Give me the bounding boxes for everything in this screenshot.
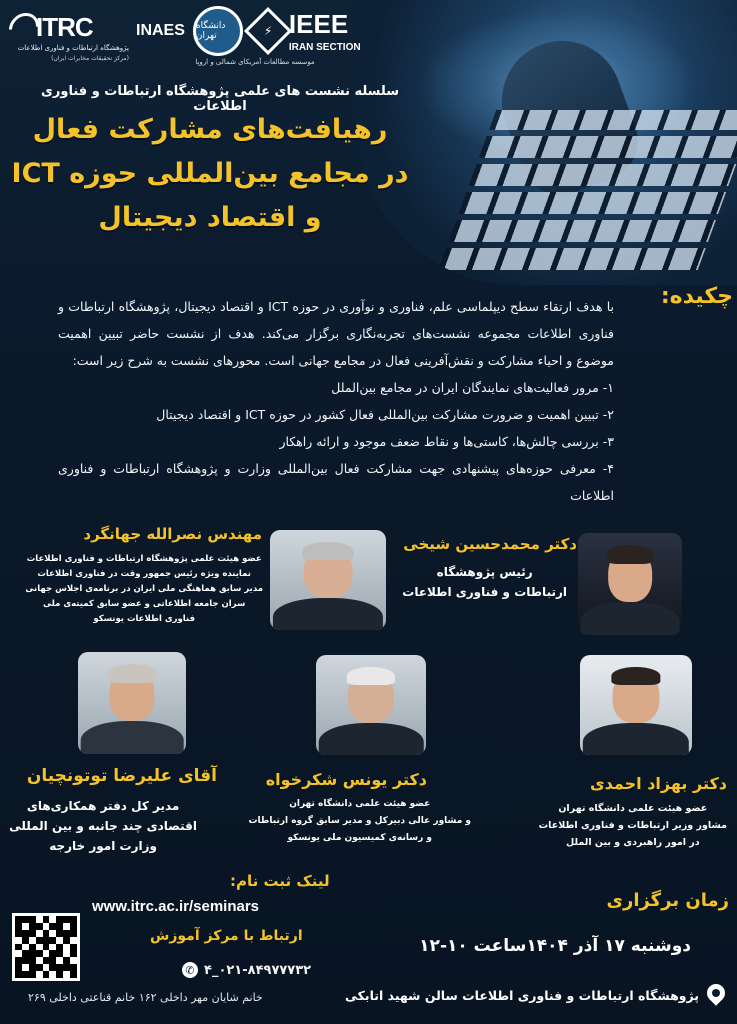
ieee-section-text: IRAN SECTION — [288, 42, 361, 53]
university-of-tehran-logo-text: دانشگاه تهران — [195, 21, 226, 41]
phone-icon: ✆ — [182, 962, 198, 978]
speaker-desc-line: نماینده ویژه رئیس جمهور وقت در فناوری اطلاعات — [37, 569, 251, 579]
speaker-photo-ahmadi — [580, 655, 692, 755]
location-pin-icon — [703, 980, 728, 1005]
speaker-name-totonchian: آقای علیرضا توتونچیان — [26, 766, 217, 786]
speaker-name-sheikhi: دکتر محمدحسین شیخی — [403, 535, 577, 553]
abstract-topics — [58, 374, 614, 509]
ieee-logo-text: IEEE — [288, 9, 349, 39]
speaker-photo-shokrkhah — [316, 655, 426, 755]
contact-heading: ارتباط با مرکز آموزش — [150, 928, 303, 944]
speaker-desc-line: و رسانه‌ی کمیسیون ملی یونسکو — [287, 833, 432, 843]
speaker-desc-ahmadi — [539, 800, 727, 851]
speaker-desc-shokrkhah — [249, 796, 472, 847]
speaker-desc-sheikhi — [402, 562, 567, 602]
speaker-desc-line: عضو هیئت علمی پژوهشگاه ارتباطات و فناوری اطلاعات — [26, 554, 262, 564]
abstract-text: با هدف ارتقاء سطح دیپلماسی علم، فناوری و نوآوری در حوزه ICT و اقتصاد دیجیتال، پژوهشگاه ارتباطات و فناوری اطلاعات مجموعه نشست‌های تجربه‌نگاری برگزار می‌کند. هدف از نشست حاضر تبیین اهمیت موضوع و احیاء مشارکت و نقش‌آفرینی فعال در مجامع جهانی است. محورهای نشست به شرح زیر است: — [58, 299, 614, 368]
speaker-desc-line: فناوری اطلاعات یونسکو — [93, 614, 196, 624]
contact-phone[interactable] — [182, 962, 311, 978]
speaker-desc-jahangard — [25, 552, 263, 627]
speaker-photo-totonchian — [78, 652, 186, 754]
university-of-tehran-logo — [193, 6, 243, 56]
event-title-line-2: در مجامع بین‌المللی حوزه ICT — [11, 158, 409, 189]
speaker-desc-line: و مشاور عالی دبیرکل و مدیر سابق گروه ارتباطات — [248, 816, 471, 826]
topic-item: ۴- معرفی حوزه‌های پیشنهادی جهت مشارکت فعال بین‌المللی وزارت و پژوهشگاه ارتباطات و فناوری اطلاعات — [58, 461, 614, 503]
event-title-line-1: رهیافت‌های مشارکت فعال — [32, 114, 388, 145]
event-title-line-3: و اقتصاد دیجیتال — [98, 202, 322, 233]
hero-image — [357, 0, 737, 285]
speaker-name-jahangard: مهندس نصرالله جهانگرد — [83, 525, 262, 543]
phone-number[interactable]: ۰۲۱-۸۴۹۷۷۷۳۲_۴ — [204, 962, 312, 978]
speaker-photo-sheikhi — [578, 533, 682, 635]
itrc-logo-subtitle-2: (مرکز تحقیقات مخابرات ایران) — [51, 55, 129, 62]
speaker-name-shokrkhah: دکتر یونس شکرخواه — [265, 770, 427, 789]
event-venue: پژوهشگاه ارتباطات و فناوری اطلاعات سالن شهید اتابکی — [344, 988, 699, 1003]
inaes-logo: INAES — [136, 22, 185, 39]
itrc-logo — [8, 8, 128, 68]
itrc-logo-subtitle: پژوهشگاه ارتباطات و فناوری اطلاعات — [17, 44, 129, 52]
event-date-time: دوشنبه ۱۷ آذر ۱۴۰۴ساعت ۱۰-۱۲ — [419, 936, 691, 956]
speaker-desc-line: در امور راهبردی و بین الملل — [566, 837, 700, 848]
speaker-desc-line: ارتباطات و فناوری اطلاعات — [402, 585, 567, 599]
abstract — [58, 293, 614, 509]
speaker-desc-line: سران جامعه اطلاعاتی و عضو سابق کمیته‌ی ملی — [43, 599, 246, 609]
speaker-photo-jahangard — [270, 530, 386, 630]
series-heading: سلسله نشست های علمی پژوهشگاه ارتباطات و فناوری اطلاعات — [40, 84, 400, 114]
speaker-desc-line: عضو هیئت علمی دانشگاه تهران — [289, 799, 431, 809]
abstract-label: چکیده: — [660, 284, 733, 309]
itrc-logo-text: ITRC — [36, 12, 93, 42]
registration-link-label: لینک ثبت نام: — [230, 872, 330, 890]
speaker-desc-line: وزارت امور خارجه — [49, 839, 157, 853]
speaker-desc-line: عضو هیئت علمی دانشگاه تهران — [558, 803, 708, 814]
topic-item: ۲- تبیین اهمیت و ضرورت مشارکت بین‌المللی فعال کشور در حوزه ICT و اقتصاد دیجیتال — [156, 407, 614, 422]
topic-item: ۱- مرور فعالیت‌های نمایندگان ایران در مجامع بین‌الملل — [331, 380, 614, 395]
speaker-desc-line: مشاور وزیر ارتباطات و فناوری اطلاعات — [538, 820, 727, 831]
event-time-heading: زمان برگزاری — [606, 890, 729, 911]
speaker-desc-totonchian — [9, 796, 197, 856]
speaker-desc-line: رئیس پژوهشگاه — [436, 565, 533, 579]
contact-persons: خانم شایان مهر داخلی ۱۶۲ خانم قناعتی داخلی ۲۶۹ — [28, 991, 263, 1004]
speaker-desc-line: مدیر کل دفتر همکاری‌های — [26, 799, 180, 813]
qr-code[interactable] — [12, 913, 80, 981]
speaker-desc-line: مدیر سابق هماهنگی ملی ایران در برنامه‌ی اجلاس جهانی — [25, 584, 263, 594]
event-title — [10, 108, 410, 240]
ieee-diamond-icon: ⚡ — [244, 7, 292, 55]
topic-item: ۳- بررسی چالش‌ها، کاستی‌ها و نقاط ضعف موجود و ارائه راهکار — [279, 434, 614, 449]
registration-link[interactable]: www.itrc.ac.ir/seminars — [92, 898, 260, 915]
inaes-caption: موسسه مطالعات آمریکای شمالی و اروپا — [195, 58, 315, 66]
speaker-name-ahmadi: دکتر بهزاد احمدی — [589, 774, 727, 793]
speaker-desc-line: اقتصادی چند جانبه و بین المللی — [9, 819, 197, 833]
ieee-logo — [251, 9, 361, 53]
